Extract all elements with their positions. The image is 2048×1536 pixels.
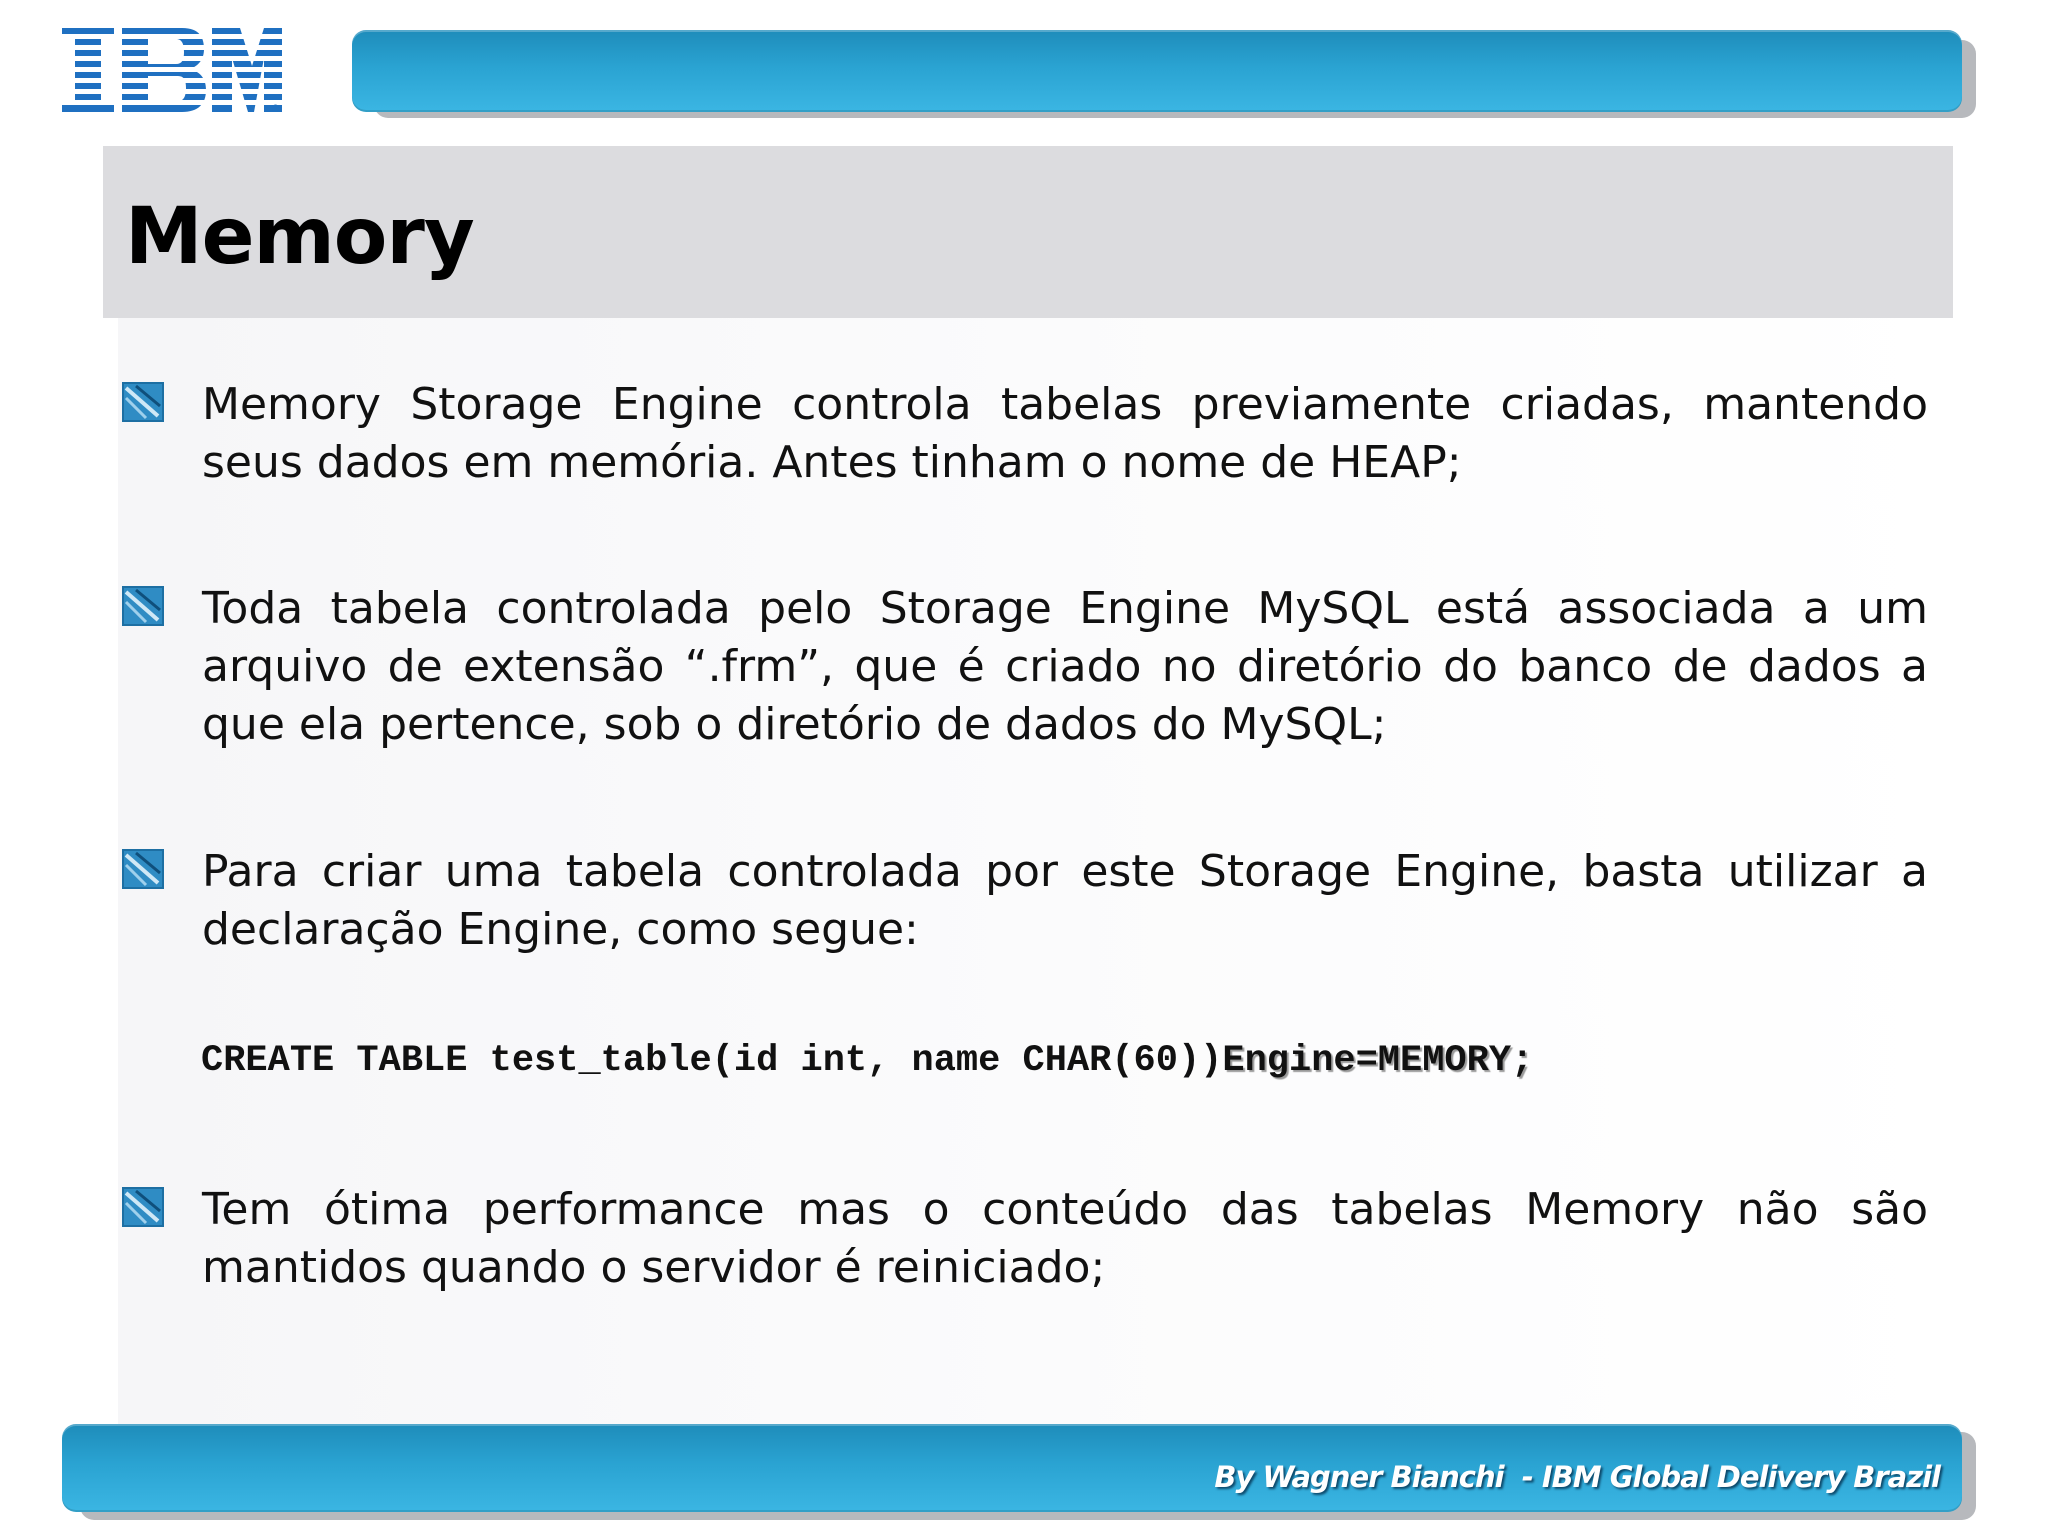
footer-credit: By Wagner Bianchi - IBM Global Delivery Brazil [1214, 1460, 1940, 1494]
header-bar [352, 30, 1962, 112]
svg-text:®: ® [270, 102, 281, 112]
square-bullet-icon [122, 586, 164, 626]
ibm-logo [62, 28, 282, 112]
code-sample [201, 1040, 1533, 1082]
code-engine: Engine=MEMORY; [1222, 1040, 1534, 1082]
square-bullet-icon [122, 1187, 164, 1227]
square-bullet-icon [122, 849, 164, 889]
bullet-text: Toda tabela controlada pelo Storage Engine MySQL está associada a um arquivo de extensão “.frm”, que é criado no diretório do banco de dados a que ela pertence, sob o diretório de dados do MySQL; [202, 583, 1928, 750]
title-band [103, 146, 1953, 318]
square-bullet-icon [122, 382, 164, 422]
bullet-text: Tem ótima performance mas o conteúdo das tabelas Memory não são mantidos quando o servidor é reiniciado; [202, 1184, 1928, 1293]
bullet-text: Para criar uma tabela controlada por este Storage Engine, basta utilizar a declaração Engine, como segue: [202, 846, 1928, 955]
footer-bar [62, 1424, 1962, 1512]
code-main: CREATE TABLE test_table(id int, name CHAR(60)) [201, 1040, 1223, 1082]
bullet-text: Memory Storage Engine controla tabelas previamente criadas, mantendo seus dados em memória. Antes tinham o nome de HEAP; [202, 379, 1928, 488]
slide-title: Memory [125, 192, 474, 282]
